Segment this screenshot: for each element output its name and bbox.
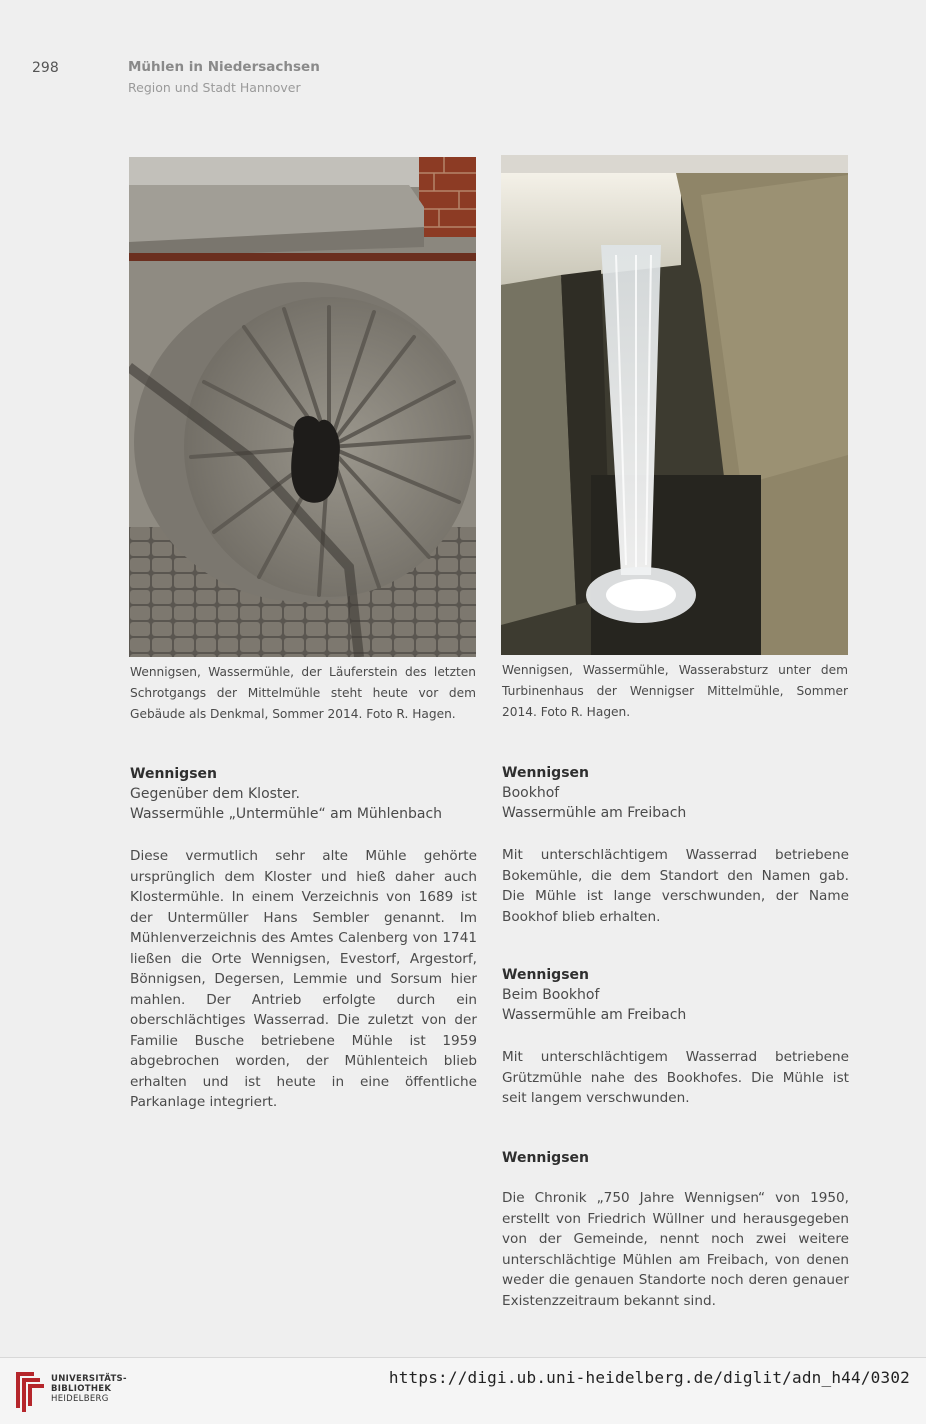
library-logo-icon bbox=[10, 1366, 48, 1414]
entry-body: Diese vermutlich sehr alte Mühle gehörte ursprünglich dem Kloster und hieß daher auch Klostermühle. In einem Verzeichnis von 1689 ist der Untermüller Hans Sembler genannt. Im Mühlenverzeichnis des Amtes Calenberg von 1741 ließen die Orte Wennigsen, Evestorf, Argestorf, Bönnigsen, Degersen, Lemmie und Sorsum hier mahlen. Der Antrieb erfolgte durch ein oberschlächtiges Wasserrad. Die zuletzt von der Familie Busche betriebene Mühle ist 1959 abgebrochen worden, der Mühlenteich blieb erhalten und ist heute in eine öffentliche Parkanlage integriert. bbox=[130, 848, 477, 1110]
photo-caption-right: Wennigsen, Wassermühle, Wasserabsturz unter dem Turbinenhaus der Wennigser Mittelmühle, Sommer 2014. Foto R. Hagen. bbox=[502, 663, 848, 719]
library-name-line2: BIBLIOTHEK bbox=[51, 1384, 112, 1394]
source-url[interactable]: https://digi.ub.uni-heidelberg.de/diglit/adn_h44/0302 bbox=[388, 1368, 910, 1387]
entry-beim-bookhof bbox=[502, 965, 849, 1109]
entry-body: Die Chronik „750 Jahre Wennigsen“ von 1950, erstellt von Friedrich Wüllner und herausgegeben von der Gemeinde, nennt noch zwei weitere unterschlächtige Mühlen am Freibach, von denen weder die genauen Standorte noch deren genauer Existenzzeitraum bekannt sind. bbox=[502, 1190, 849, 1309]
entry-heading: Wennigsen bbox=[130, 766, 217, 782]
entry-heading: Wennigsen bbox=[502, 1150, 589, 1166]
entry-body: Mit unterschlächtigem Wasserrad betriebene Grützmühle nahe des Bookhofes. Die Mühle ist seit langem verschwunden. bbox=[502, 1049, 849, 1106]
library-name-line3: HEIDELBERG bbox=[51, 1394, 109, 1404]
millstone-photo bbox=[129, 157, 476, 657]
library-logo-text bbox=[51, 1374, 127, 1404]
entry-heading: Wennigsen bbox=[502, 967, 589, 983]
entry-bookhof bbox=[502, 763, 849, 927]
entry-mill-type: Wassermühle „Untermühle“ am Mühlenbach bbox=[130, 806, 443, 822]
footer-bar bbox=[0, 1357, 926, 1424]
entry-location: Bookhof bbox=[502, 785, 560, 801]
entry-mill-type: Wassermühle am Freibach bbox=[502, 805, 687, 821]
entry-chronik bbox=[502, 1148, 849, 1311]
library-name-line1: UNIVERSITÄTS- bbox=[51, 1374, 127, 1384]
running-subtitle: Region und Stadt Hannover bbox=[128, 80, 301, 95]
entry-location: Gegenüber dem Kloster. bbox=[130, 786, 300, 802]
entry-untermuehle bbox=[130, 764, 477, 1113]
entry-body: Mit unterschlächtigem Wasserrad betriebene Bokemühle, die dem Standort den Namen gab. Die Mühle ist lange verschwunden, der Name Bookhof blieb erhalten. bbox=[502, 847, 849, 925]
page-number: 298 bbox=[32, 60, 59, 76]
entry-mill-type: Wassermühle am Freibach bbox=[502, 1007, 687, 1023]
waterfall-photo bbox=[501, 155, 848, 655]
entry-heading: Wennigsen bbox=[502, 765, 589, 781]
photo-caption-left: Wennigsen, Wassermühle, der Läuferstein des letzten Schrotgangs der Mittelmühle steht heute vor dem Gebäude als Denkmal, Sommer 2014. Foto R. Hagen. bbox=[130, 665, 476, 721]
running-title: Mühlen in Niedersachsen bbox=[128, 59, 320, 75]
entry-location: Beim Bookhof bbox=[502, 987, 600, 1003]
